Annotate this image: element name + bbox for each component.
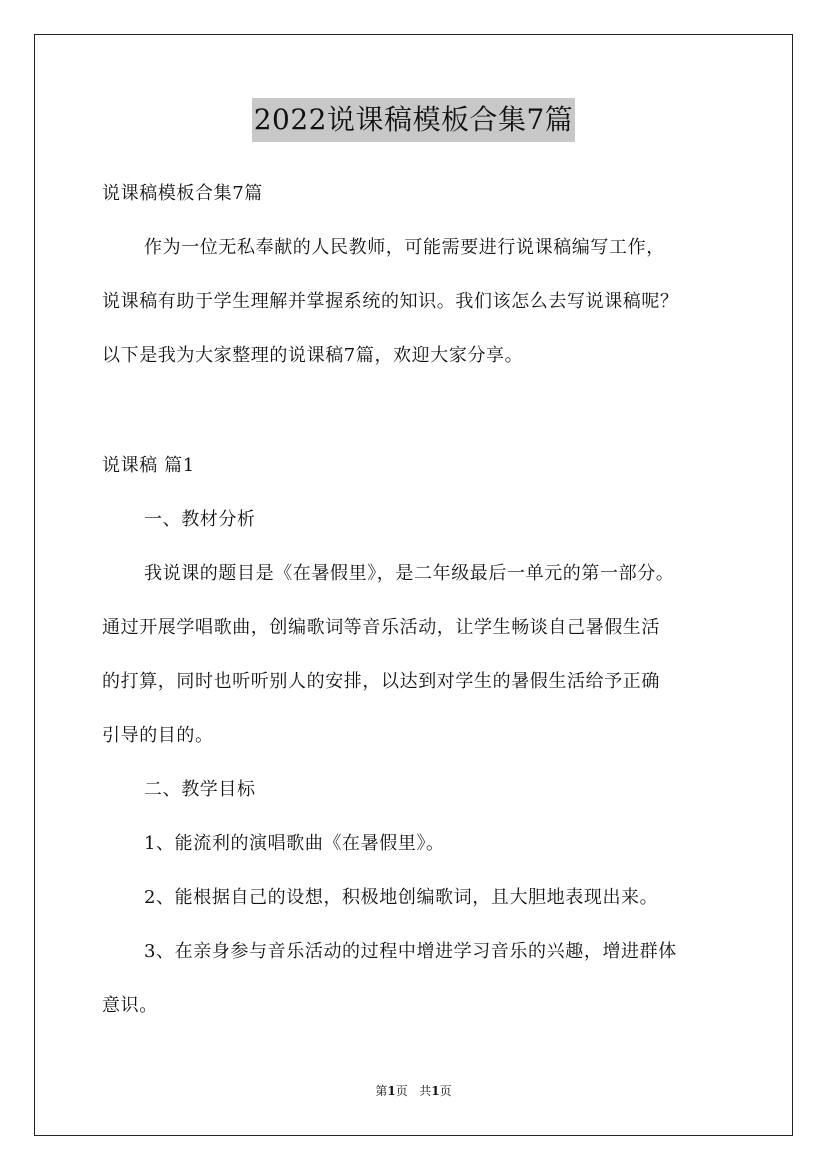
goal-1: 1、能流利的演唱歌曲《在暑假里》。 [144,833,445,854]
footer-label-pre: 第 [375,1084,388,1098]
document-title: 2022说课稿模板合集7篇 [252,98,576,142]
footer-label-post: 页 [439,1084,452,1098]
footer-page-number: 1 [387,1084,396,1098]
footer-total-pages: 1 [431,1084,440,1098]
part1-heading: 一、教材分析 [144,509,256,530]
goal-3-continued: 意识。 [102,995,158,1016]
part1-line-3: 的打算，同时也听听别人的安排，以达到对学生的暑假生活给予正确 [102,671,660,692]
intro-line-1: 作为一位无私奉献的人民教师，可能需要进行说课稿编写工作， [144,237,665,258]
page-footer [0,1083,827,1099]
goal-2: 2、能根据自己的设想，积极地创编歌词，且大胆地表现出来。 [144,887,659,908]
section-heading: 说课稿 篇1 [102,455,195,476]
document-subtitle: 说课稿模板合集7篇 [102,183,263,204]
part1-line-4: 引导的目的。 [102,725,214,746]
intro-line-3: 以下是我为大家整理的说课稿7篇，欢迎大家分享。 [102,345,524,366]
part1-line-1: 我说课的题目是《在暑假里》，是二年级最后一单元的第一部分。 [144,563,675,584]
footer-label-mid: 页 共 [395,1084,432,1098]
part2-heading: 二、教学目标 [144,779,256,800]
goal-3: 3、在亲身参与音乐活动的过程中增进学习音乐的兴趣，增进群体 [144,941,677,962]
intro-line-2: 说课稿有助于学生理解并掌握系统的知识。我们该怎么去写说课稿呢？ [102,291,679,312]
title-container [0,98,827,142]
part1-line-2: 通过开展学唱歌曲，创编歌词等音乐活动，让学生畅谈自己暑假生活 [102,617,660,638]
